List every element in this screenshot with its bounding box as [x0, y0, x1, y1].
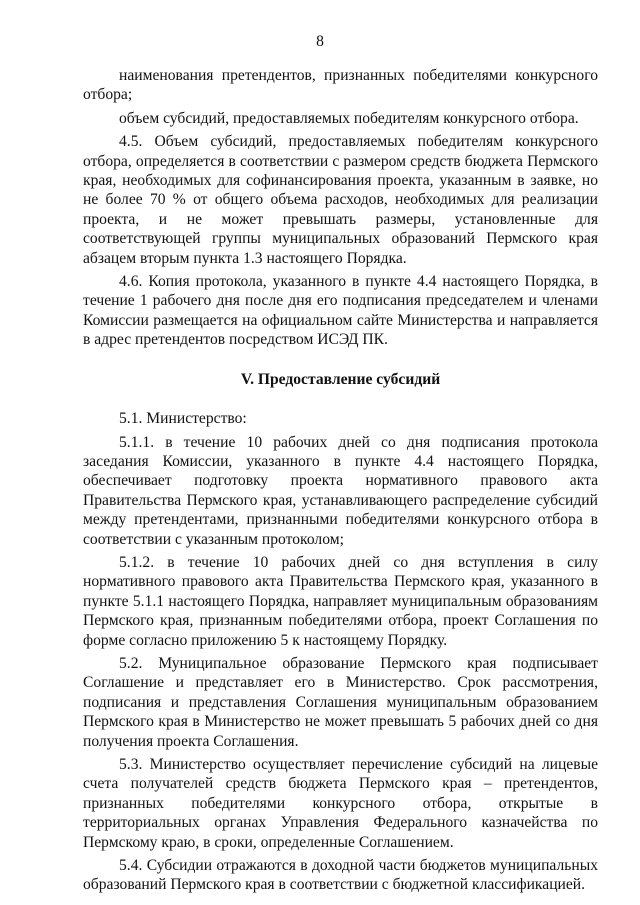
paragraph-5-1: 5.1. Министерство: [119, 410, 247, 428]
paragraph-subsidy-volume: объем субсидий, предоставляемых победителям конкурсного отбора. [119, 109, 579, 127]
paragraph-5-1-2: 5.1.2. в течение 10 рабочих дней со дня вступления в силу нормативного правового акта Правительства Пермского края, указанного в пункте 5.1.1 настоящего Порядка, направляет муниципальным образованиям Пермского края, признанным победителями отбора, проект Соглашения по форме согласно приложению 5 к настоящему Порядку. [83, 553, 598, 649]
paragraph-4-5: 4.5. Объем субсидий, предоставляемых победителям конкурсного отбора, определяется в соответствии с размером средств бюджета Пермского края, необходимых для софинансирования проекта, указанным в заявке, но не более 70 % от общего объема расходов, необходимых для реализации проекта, и не может превышать размеры, установленные для соответствующей группы муниципальных образований Пермского края абзацем вторым пункта 1.3 настоящего Порядка. [83, 133, 598, 267]
section-heading: V. Предоставление субсидий [240, 370, 441, 388]
paragraph-5-3: 5.3. Министерство осуществляет перечисление субсидий на лицевые счета получателей средств бюджета Пермского края – претендентов, признанных победителями конкурсного отбора, открытые в территориальных органах Управления Федерального казначейства по Пермскому краю, в сроки, определенные Соглашением. [83, 756, 598, 851]
document-body [83, 66, 598, 895]
paragraph-winners-names: наименования претендентов, признанных победителями конкурсного отбора; [83, 67, 598, 104]
page-number: 8 [316, 33, 324, 50]
paragraph-5-4: 5.4. Субсидии отражаются в доходной части бюджетов муниципальных образований Пермского края в соответствии с бюджетной классификацией. [83, 857, 598, 894]
paragraph-4-6: 4.6. Копия протокола, указанного в пункте 4.4 настоящего Порядка, в течение 1 рабочего дня после дня его подписания председателем и членами Комиссии размещается на официальном сайте Министерства и направляется в адрес претендентов посредством ИСЭД ПК. [83, 273, 598, 349]
paragraph-5-2: 5.2. Муниципальное образование Пермского края подписывает Соглашение и представляет его в Министерство. Срок рассмотрения, подписания и представления Соглашения муниципальным образованием Пермского края в Министерство не может превышать 5 рабочих дней со дня получения проекта Соглашения. [83, 654, 598, 750]
paragraph-5-1-1: 5.1.1. в течение 10 рабочих дней со дня подписания протокола заседания Комиссии, указанного в пункте 4.4 настоящего Порядка, обеспечивает подготовку проекта нормативного правового акта Правительства Пермского края, устанавливающего распределение субсидий между претендентами, признанными победителями конкурсного отбора в соответствии с указанным протоколом; [83, 433, 598, 548]
